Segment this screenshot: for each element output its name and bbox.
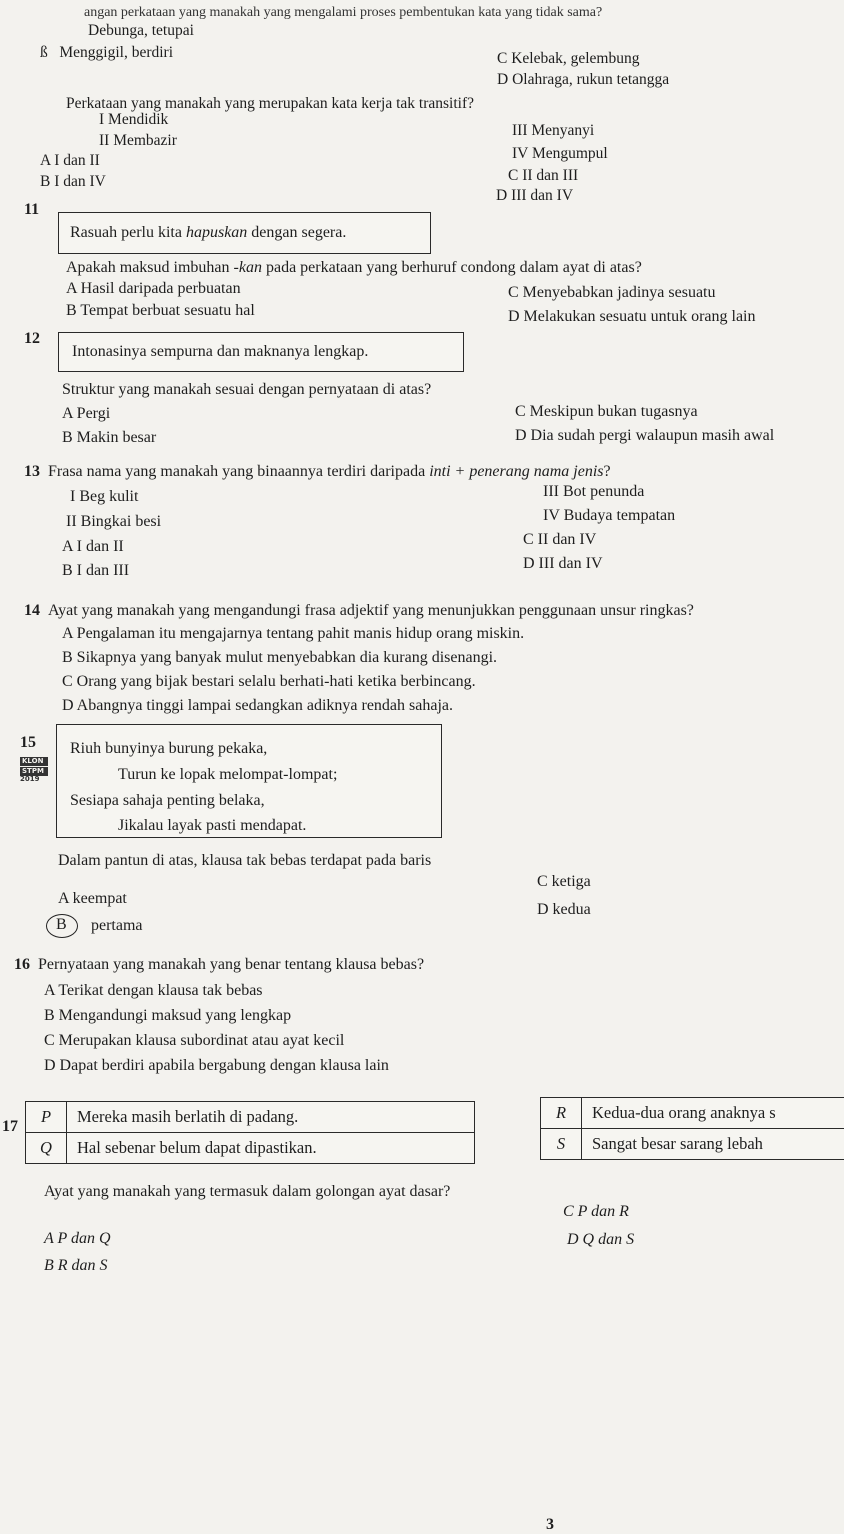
q15-option-a: A keempat [58,890,127,907]
q11-statement: Rasuah perlu kita hapuskan dengan segera. [70,224,347,241]
q17-table-right [540,1097,844,1160]
q13-option-b: B I dan III [62,562,130,579]
q17-option-b: B R dan S [44,1257,108,1274]
q13-option-a: A I dan II [62,538,124,555]
q10-item-4: IV Mengumpul [512,145,608,162]
q11-option-d: D Melakukan sesuatu untuk orang lain [508,308,756,325]
table-row: P Mereka masih berlatih di padang. [26,1102,475,1133]
q14-stem: 14 Ayat yang manakah yang mengandungi frasa adjektif yang menunjukkan penggunaan unsur ringkas? [24,602,694,619]
table-row: R Kedua-dua orang anaknya s [541,1098,844,1129]
q12-option-a: A Pergi [62,405,111,422]
table-row: S Sangat besar sarang lebah [541,1129,844,1160]
q17-option-a: A P dan Q [44,1230,111,1247]
q10-item-3: III Menyanyi [512,122,595,139]
q10-option-b: B I dan IV [40,173,106,190]
pantun-line-3: Sesiapa sahaja penting belaka, [70,792,265,809]
q12-option-d: D Dia sudah pergi walaupun masih awal [515,427,775,444]
q11-stem: Apakah maksud imbuhan -kan pada perkataan yang berhuruf condong dalam ayat di atas? [66,259,642,276]
q13-item-2: II Bingkai besi [66,513,162,530]
q16-stem: 16 Pernyataan yang manakah yang benar tentang klausa bebas? [14,956,425,973]
q15-option-d: D kedua [537,901,591,918]
q9-option-c: C Kelebak, gelembung [497,50,640,67]
q13-item-1: I Beg kulit [70,488,139,505]
q9-stem: angan perkataan yang manakah yang mengalami proses pembentukan kata yang tidak sama? [84,5,603,20]
q11-option-a: A Hasil daripada perbuatan [66,280,241,297]
q10-item-1: I Mendidik [99,111,169,128]
q16-option-c: C Merupakan klausa subordinat atau ayat kecil [44,1032,345,1049]
q15-stem: Dalam pantun di atas, klausa tak bebas terdapat pada baris [58,852,432,869]
q16-option-a: A Terikat dengan klausa tak bebas [44,982,263,999]
q10-item-2: II Membazir [99,132,177,149]
q12-number: 12 [24,330,40,347]
q10-stem: Perkataan yang manakah yang merupakan kata kerja tak transitif? [66,95,474,112]
q13-option-d: D III dan IV [523,555,603,572]
q10-option-c: C II dan III [508,167,579,184]
q10-option-d: D III dan IV [496,187,574,204]
q17-option-c: C P dan R [563,1203,629,1220]
q9-option-b: ß Menggigil, berdiri [40,44,174,61]
q11-option-c: C Menyebabkan jadinya sesuatu [508,284,716,301]
q15-option-c: C ketiga [537,873,591,890]
q11-number: 11 [24,201,40,218]
pantun-line-2: Turun ke lopak melompat-lompat; [118,766,338,783]
q11-option-b: B Tempat berbuat sesuatu hal [66,302,255,319]
pantun-line-4: Jikalau layak pasti mendapat. [118,817,307,834]
q14-option-a: A Pengalaman itu mengajarnya tentang pahit manis hidup orang miskin. [62,625,525,642]
table-row: Q Hal sebenar belum dapat dipastikan. [26,1133,475,1164]
q17-option-d: D Q dan S [567,1231,635,1248]
q14-option-d: D Abangnya tinggi lampai sedangkan adiknya rendah sahaja. [62,697,453,714]
q13-item-3: III Bot penunda [543,483,645,500]
q12-option-c: C Meskipun bukan tugasnya [515,403,698,420]
q15-option-b: pertama [91,917,143,934]
pantun-line-1: Riuh bunyinya burung pekaka, [70,740,268,757]
page-number: 3 [546,1516,554,1533]
q17-table-left [25,1101,475,1164]
q17-number: 17 [2,1118,18,1135]
q13-stem: 13 Frasa nama yang manakah yang binaannya terdiri daripada inti + penerang nama jenis? [24,463,611,480]
q15-option-b-letter: B [56,916,67,933]
q16-option-d: D Dapat berdiri apabila bergabung dengan klausa lain [44,1057,389,1074]
q13-item-4: IV Budaya tempatan [543,507,676,524]
q9-option-d: D Olahraga, rukun tetangga [497,71,670,88]
q15-number: 15 [20,734,36,751]
klon-stpm-badge: KLON STPM 2019 [20,757,48,783]
q14-option-c: C Orang yang bijak bestari selalu berhati-hati ketika berbincang. [62,673,476,690]
q16-option-b: B Mengandungi maksud yang lengkap [44,1007,292,1024]
q12-stem: Struktur yang manakah sesuai dengan pernyataan di atas? [62,381,432,398]
q12-statement: Intonasinya sempurna dan maknanya lengkap. [72,343,369,360]
q13-option-c: C II dan IV [523,531,597,548]
q17-stem: Ayat yang manakah yang termasuk dalam golongan ayat dasar? [44,1183,451,1200]
q14-option-b: B Sikapnya yang banyak mulut menyebabkan dia kurang disenangi. [62,649,498,666]
q12-option-b: B Makin besar [62,429,157,446]
q9-option-a: Debunga, tetupai [88,22,194,39]
q10-option-a: A I dan II [40,152,100,169]
